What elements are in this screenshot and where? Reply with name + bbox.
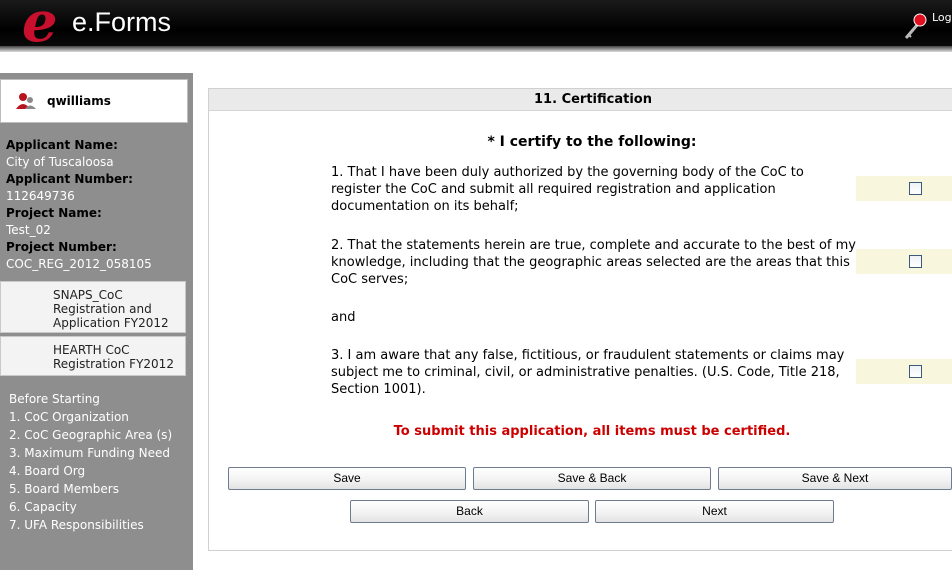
checkbox-cell-3 (856, 359, 952, 384)
nav-item-before-starting[interactable]: Before Starting (9, 392, 100, 406)
sidebar-nav (9, 392, 189, 536)
form-link-hearth[interactable] (0, 336, 186, 376)
project-number-value: COC_REG_2012_058105 (6, 257, 152, 271)
section-title-bar (209, 89, 952, 111)
applicant-info (6, 137, 191, 273)
project-number-label: Project Number: (6, 240, 117, 254)
and-text: and (331, 310, 356, 325)
section-title: 11. Certification (534, 92, 652, 107)
users-icon (15, 92, 37, 110)
checkbox-cell-2 (856, 249, 952, 274)
back-button[interactable]: Back (350, 500, 589, 523)
save-next-button[interactable]: Save & Next (718, 467, 952, 490)
username: qwilliams (47, 94, 111, 108)
applicant-name-label: Applicant Name: (6, 138, 118, 152)
form-link-label: HEARTH CoC Registration FY2012 (53, 343, 174, 371)
certify-checkbox-2[interactable] (909, 255, 922, 268)
brand-name: e.Forms (72, 7, 172, 37)
checkbox-cell-1 (856, 176, 952, 201)
nav-item-ufa-responsibilities[interactable]: 7. UFA Responsibilities (9, 518, 144, 532)
statement-2: 2. That the statements herein are true, complete and accurate to the best of my knowledge, including that the geographic areas selected are the areas that this CoC serves; (331, 238, 856, 287)
nav-item-coc-organization[interactable]: 1. CoC Organization (9, 410, 129, 424)
statement-3: 3. I am aware that any false, fictitious, or fraudulent statements or claims may subject me to criminal, civil, or administrative penalties. (U.S. Code, Title 218, Section 1001). (331, 348, 845, 397)
project-name-label: Project Name: (6, 206, 102, 220)
nav-item-geographic-area[interactable]: 2. CoC Geographic Area (s) (9, 428, 173, 442)
statement-1: 1. That I have been duly authorized by the governing body of the CoC to register the CoC and submit all required registration and application documentation on its behalf; (331, 165, 804, 214)
nav-item-capacity[interactable]: 6. Capacity (9, 500, 77, 514)
nav-item-board-org[interactable]: 4. Board Org (9, 464, 86, 478)
certify-checkbox-3[interactable] (909, 365, 922, 378)
applicant-number-label: Applicant Number: (6, 172, 133, 186)
sidebar (0, 73, 193, 570)
nav-item-maximum-funding[interactable]: 3. Maximum Funding Need (9, 446, 171, 460)
logout-link[interactable] (902, 6, 952, 42)
header-divider (0, 46, 952, 52)
brand-logo-icon: e (22, 0, 58, 55)
save-button[interactable]: Save (228, 467, 466, 490)
form-link-snaps[interactable] (0, 281, 186, 333)
certification-warning: To submit this application, all items must be certified. (393, 424, 791, 439)
nav-item-board-members[interactable]: 5. Board Members (9, 482, 119, 496)
form-link-label: SNAPS_CoC Registration and Application FY2012 (53, 288, 169, 330)
applicant-number-value: 112649736 (6, 189, 75, 203)
logout-label: Log (932, 11, 952, 24)
user-box (0, 79, 188, 123)
next-button[interactable]: Next (595, 500, 834, 523)
certify-heading: * I certify to the following: (487, 134, 697, 150)
key-icon (902, 10, 928, 42)
applicant-name-value: City of Tuscaloosa (6, 155, 114, 169)
save-back-button[interactable]: Save & Back (473, 467, 711, 490)
certify-checkbox-1[interactable] (909, 182, 922, 195)
project-name-value: Test_02 (6, 223, 51, 237)
